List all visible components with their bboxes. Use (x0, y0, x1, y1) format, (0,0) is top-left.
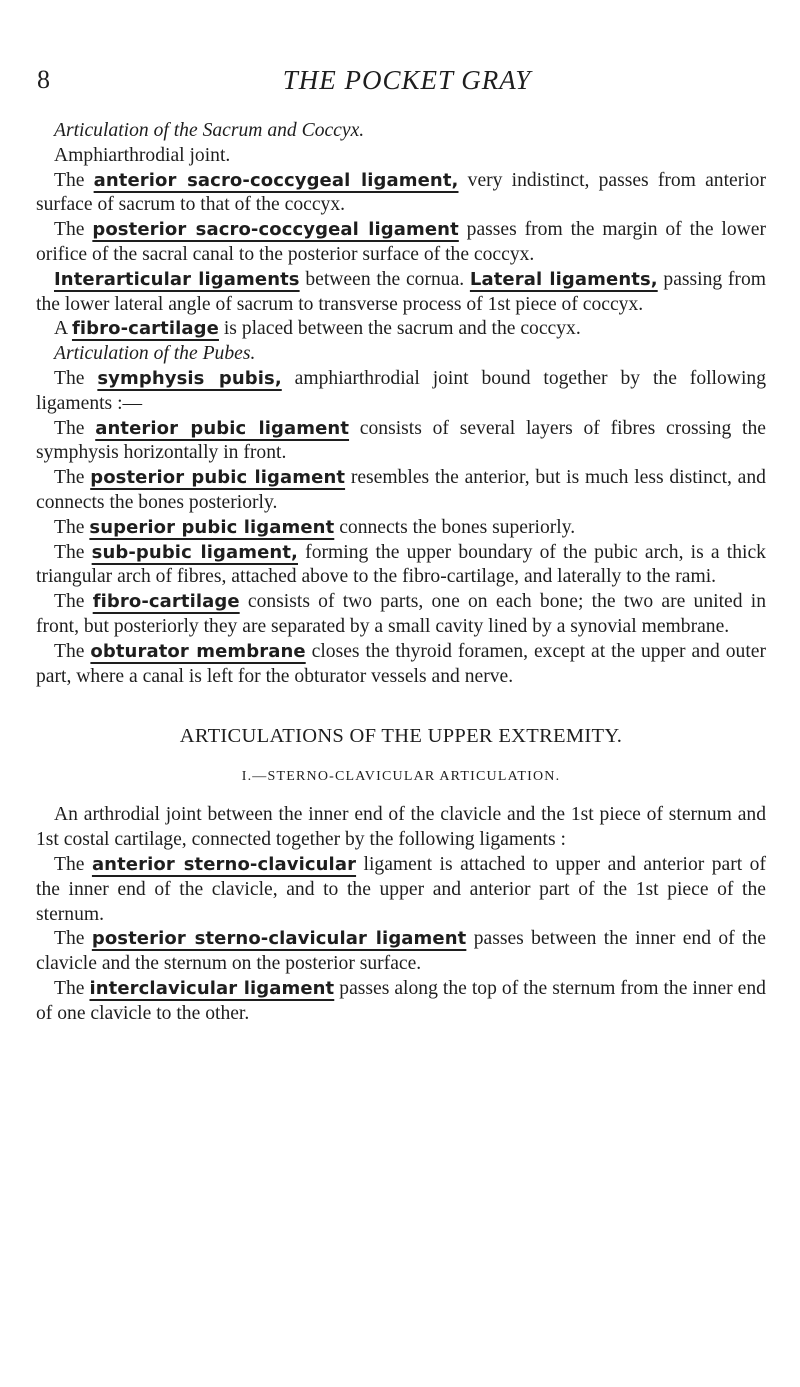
text: The (54, 977, 90, 999)
term-symphysis-pubis: symphysis pubis, (97, 367, 282, 389)
term-anterior-pubic-ligament: anterior pubic ligament (95, 417, 350, 439)
term-fibro-cartilage: fibro-cartilage (71, 318, 219, 340)
text: between the cornua. (299, 268, 470, 290)
text: The (54, 417, 96, 439)
joint-type: Amphiarthrodial joint. (54, 144, 231, 166)
paragraph-obturator-membrane (36, 640, 766, 690)
term-obturator-membrane: obturator membrane (90, 640, 306, 662)
sub-title-sterno-clavicular: I.—STERNO-CLAVICULAR ARTICULATION. (241, 769, 561, 785)
paragraph-posterior-pubic (36, 466, 766, 516)
text: passes from the margin of the lower orifice of the sacral canal to the posterior surface of the coccyx. (36, 219, 766, 265)
text: The (54, 169, 94, 191)
paragraph-symphysis-pubis (36, 367, 766, 417)
text: The (54, 640, 91, 662)
term-fibro-cartilage-pubes: fibro-cartilage (92, 591, 240, 613)
term-posterior-pubic-ligament: posterior pubic ligament (90, 467, 346, 489)
text: connects the bones superiorly. (334, 516, 576, 538)
paragraph-anterior-sacro-coccygeal (36, 169, 766, 219)
paragraph-interclavicular (36, 977, 766, 1027)
text: resembles the anterior, but is much less distinct, and connects the bones posteriorly. (36, 467, 766, 513)
text: The (54, 591, 93, 613)
paragraph-sub-pubic (36, 541, 766, 591)
term-posterior-sacro-coccygeal-ligament: posterior sacro-coccygeal ligament (92, 219, 459, 241)
term-interclavicular-ligament: interclavicular ligament (89, 977, 335, 999)
term-interarticular-ligaments: Interarticular ligaments (54, 268, 300, 290)
text: The (54, 367, 98, 389)
paragraph-anterior-pubic (36, 417, 766, 467)
text: The (54, 516, 90, 538)
paragraph-fibro-cartilage-sacrum (36, 317, 766, 342)
paragraph-fibro-cartilage-pubes (36, 590, 766, 640)
text: very indistinct, passes from anterior surface of sacrum to that of the coccyx. (36, 169, 766, 216)
term-posterior-sterno-clavicular-ligament: posterior sterno-clavicular ligament (91, 928, 467, 950)
text: consists of several layers of fibres crossing the symphysis horizontally in front. (36, 417, 766, 464)
subheading-pubes: Articulation of the Pubes. (54, 343, 256, 365)
text: The (54, 853, 92, 875)
text: consists of two parts, one on each bone; the two are united in front, but posteriorly they are separated by a small cavity lined by a synovial membrane. (36, 591, 766, 637)
page-body (36, 119, 766, 1027)
paragraph-interarticular-lateral (36, 268, 766, 318)
paragraph-superior-pubic (36, 516, 766, 541)
term-lateral-ligaments: Lateral ligaments, (469, 268, 658, 290)
section-title-upper-extremity: ARTICULATIONS OF THE UPPER EXTREMITY. (179, 725, 623, 748)
text: passes between the inner end of the clavicle and the sternum on the posterior surface. (36, 928, 766, 975)
paragraph-anterior-sterno-clavicular (36, 853, 766, 927)
term-superior-pubic-ligament: superior pubic ligament (89, 516, 335, 538)
subheading-sacrum-coccyx: Articulation of the Sacrum and Coccyx. (54, 120, 365, 141)
text: The (54, 219, 93, 241)
paragraph-sterno-clavicular-intro: An arthrodial joint between the inner end of the clavicle and the 1st piece of sternum and 1st costal cartilage, connected together by the following ligaments : (36, 804, 766, 851)
term-anterior-sterno-clavicular: anterior sterno-clavicular (91, 853, 357, 875)
text: is placed between the sacrum and the coccyx. (218, 318, 581, 340)
text: forming the upper boundary of the pubic arch, is a thick triangular arch of fibres, attached above to the fibro-cartilage, and laterally to the rami. (36, 541, 766, 588)
text: passes along the top of the sternum from the inner end of one clavicle to the other. (36, 977, 766, 1024)
text: The (54, 467, 91, 489)
text: ligament is attached to upper and anterior part of the inner end of the clavicle, and to the upper and anterior part of the 1st piece of the sternum. (36, 853, 766, 925)
page-number: 8 (37, 65, 50, 94)
running-head (37, 60, 777, 100)
running-title: THE POCKET GRAY (282, 65, 532, 95)
term-anterior-sacro-coccygeal-ligament: anterior sacro-coccygeal ligament, (93, 169, 459, 191)
paragraph-posterior-sterno-clavicular (36, 927, 766, 977)
paragraph-posterior-sacro-coccygeal (36, 218, 766, 268)
text: closes the thyroid foramen, except at the upper and outer part, where a canal is left for the obturator vessels and nerve. (36, 640, 766, 687)
text: A (54, 318, 72, 340)
text: amphiarthrodial joint bound together by the following ligaments :— (36, 367, 766, 414)
text: The (54, 928, 92, 950)
text: The (54, 541, 92, 563)
text: passing from the lower lateral angle of sacrum to transverse process of 1st piece of coccyx. (36, 268, 766, 315)
term-sub-pubic-ligament: sub-pubic ligament, (91, 541, 298, 563)
